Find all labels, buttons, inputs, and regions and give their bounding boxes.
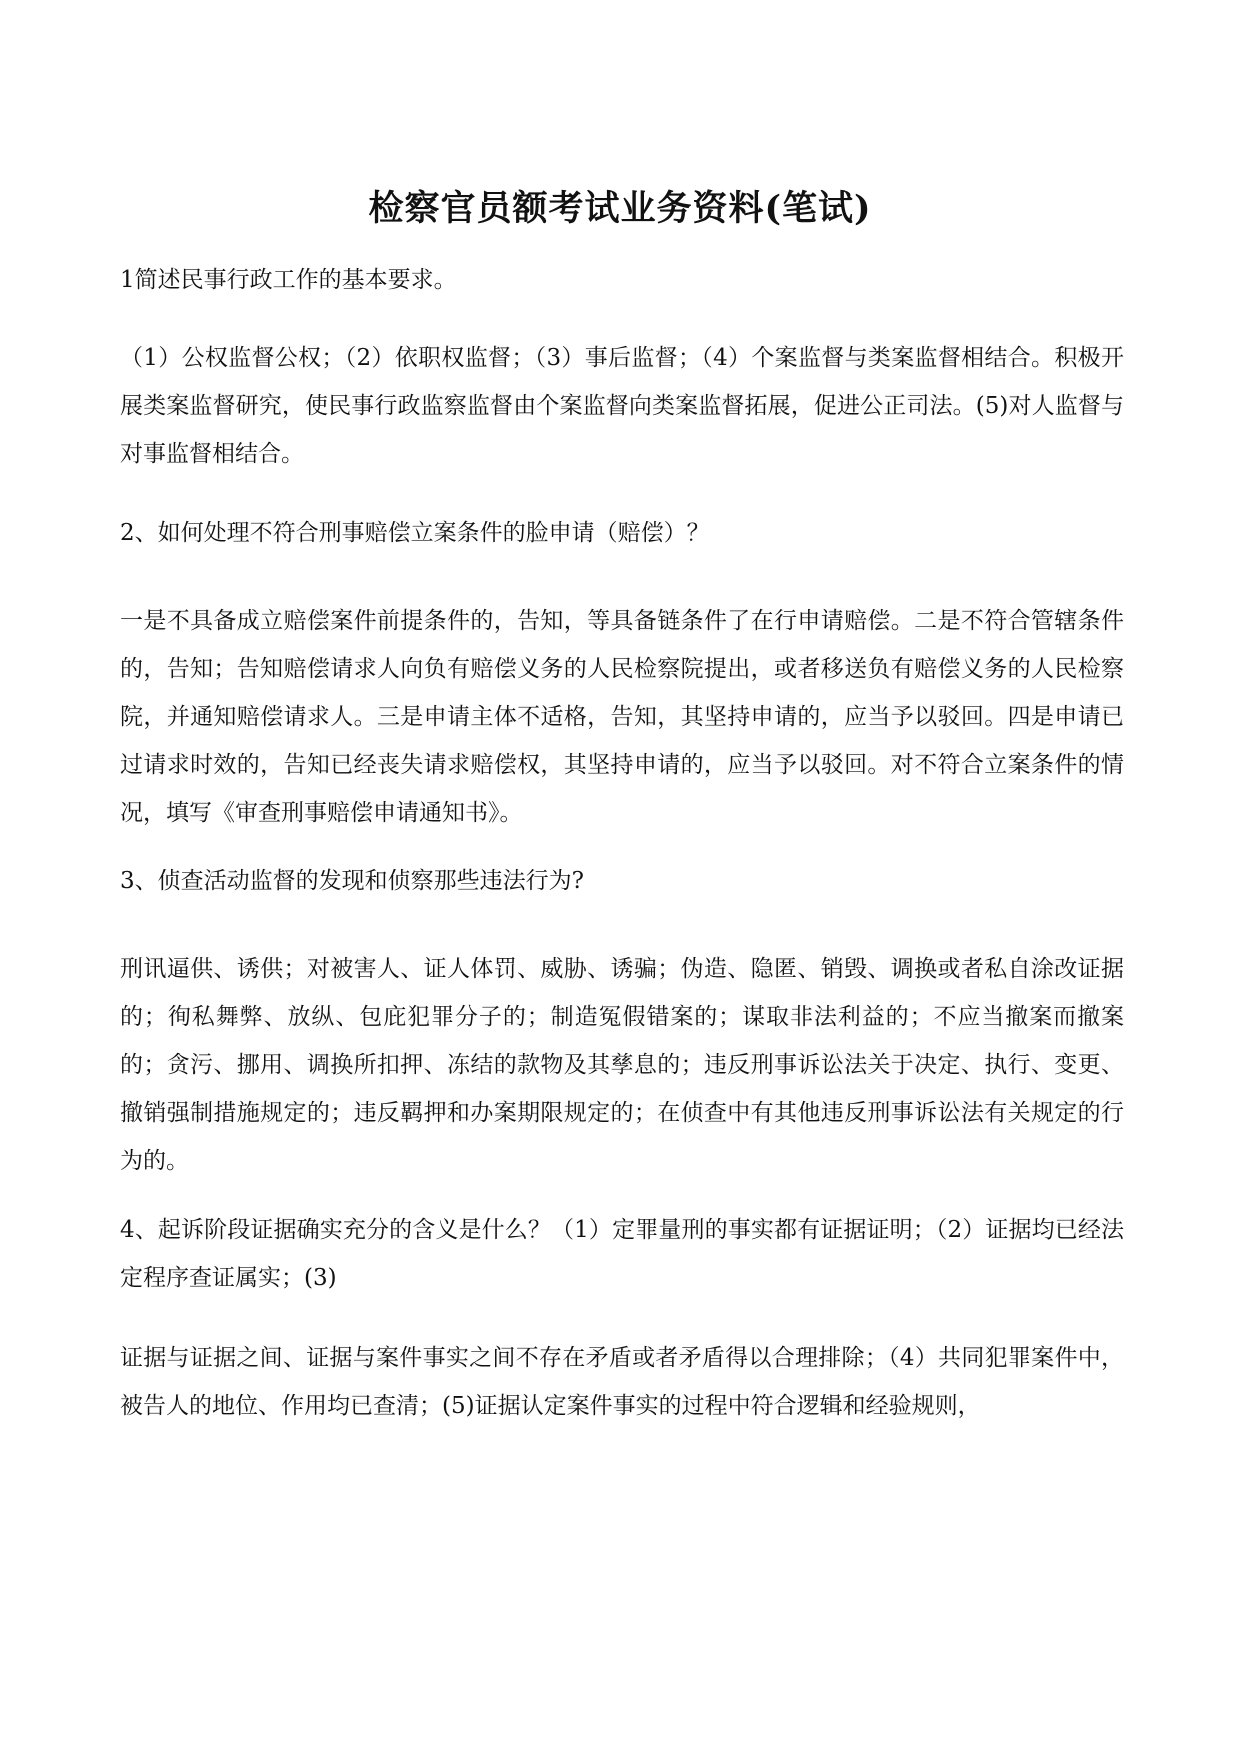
question-1: 1简述民事行政工作的基本要求。 xyxy=(120,267,457,293)
answer-4-continued: 证据与证据之间、证据与案件事实之间不存在矛盾或者矛盾得以合理排除；（4）共同犯罪案件中，被告人的地位、作用均已查清；(5)证据认定案件事实的过程中符合逻辑和经验规则， xyxy=(120,1345,1124,1419)
answer-2: 一是不具备成立赔偿案件前提条件的，告知，等具备链条件了在行申请赔偿。二是不符合管辖条件的，告知；告知赔偿请求人向负有赔偿义务的人民检察院提出，或者移送负有赔偿义务的人民检察院，并通知赔偿请求人。三是申请主体不适格，告知，其坚持申请的，应当予以驳回。四是申请已过请求时效的，告知已经丧失请求赔偿权，其坚持申请的，应当予以驳回。对不符合立案条件的情况，填写《审查刑事赔偿申请通知书》。 xyxy=(120,608,1124,826)
question-4: 4、起诉阶段证据确实充分的含义是什么？（1）定罪量刑的事实都有证据证明；（2）证据均已经法定程序查证属实；(3) xyxy=(120,1217,1124,1291)
document-title: 检察官员额考试业务资料(笔试) xyxy=(368,188,872,230)
question-3: 3、侦查活动监督的发现和侦察那些违法行为? xyxy=(120,868,584,894)
answer-1: （1）公权监督公权；（2）依职权监督；（3）事后监督；（4）个案监督与类案监督相结合。积极开展类案监督研究，使民事行政监察监督由个案监督向类案监督拓展，促进公正司法。(5)对人监督与对事监督相结合。 xyxy=(120,345,1124,467)
question-2: 2、如何处理不符合刑事赔偿立案条件的脸申请（赔偿）？ xyxy=(120,520,710,546)
answer-3: 刑讯逼供、诱供；对被害人、证人体罚、威胁、诱骗；伪造、隐匿、销毁、调换或者私自涂改证据的；徇私舞弊、放纵、包庇犯罪分子的；制造冤假错案的；谋取非法利益的；不应当撤案而撤案的；贪污、挪用、调换所扣押、冻结的款物及其孳息的；违反刑事诉讼法关于决定、执行、变更、撤销强制措施规定的；违反羁押和办案期限规定的；在侦查中有其他违反刑事诉讼法有关规定的行为的。 xyxy=(120,956,1124,1174)
